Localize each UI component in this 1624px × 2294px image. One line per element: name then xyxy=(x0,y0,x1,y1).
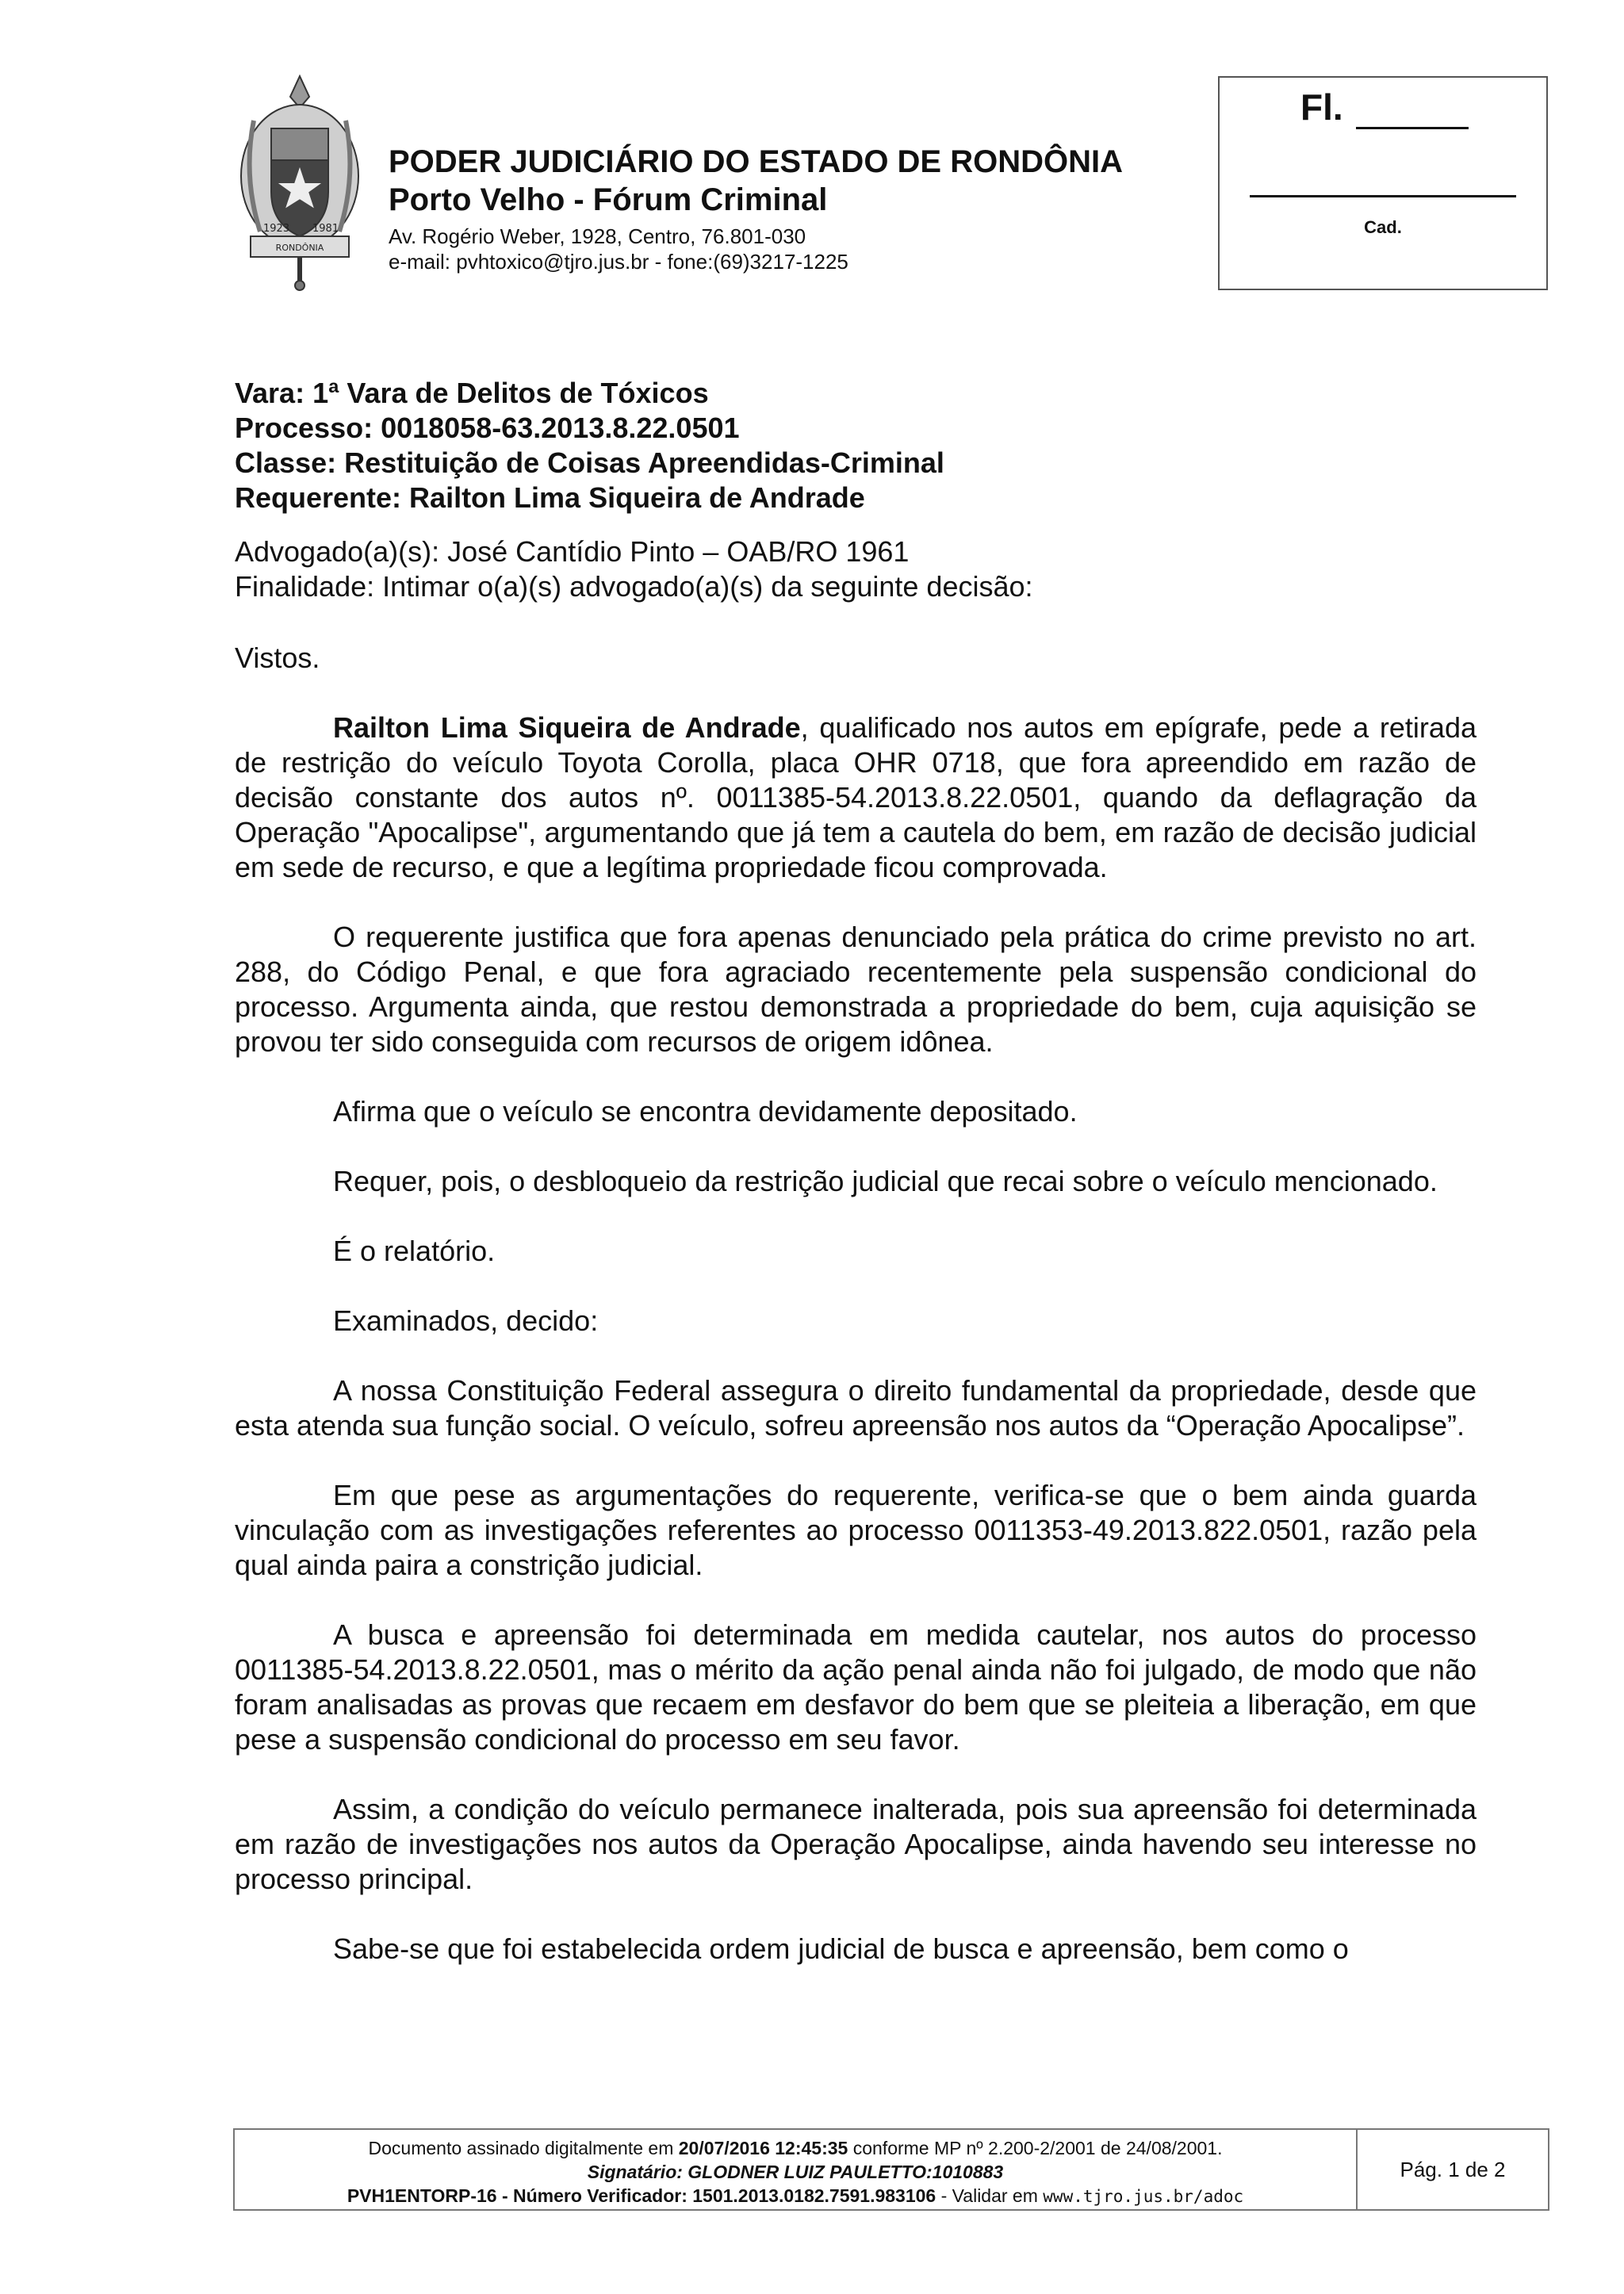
verifier-number: PVH1ENTORP-16 - Número Verificador: 1501.2013.0182.7591.983106 xyxy=(347,2185,936,2206)
signed-date: 20/07/2016 12:45:35 xyxy=(678,2138,848,2158)
case-vara: Vara: 1ª Vara de Delitos de Tóxicos xyxy=(235,377,709,409)
paragraph-1-text: , qualificado nos autos em epígrafe, pede a retirada de restrição do veículo Toyota Corolla, placa OHR 0718, que fora apreendido em razão de decisão constante dos autos nº. 0011385-54.2013.8.22.0501, quando da deflagração da Operação "Apocalipse", argumentando que já tem a cautela do bem, em razão de decisão judicial em sede de recurso, e que a legítima propriedade ficou comprovada. xyxy=(235,711,1477,883)
court-name: Porto Velho - Fórum Criminal xyxy=(389,182,828,217)
case-requerente: Requerente: Railton Lima Siqueira de Andrade xyxy=(235,481,865,514)
institution-name: PODER JUDICIÁRIO DO ESTADO DE RONDÔNIA xyxy=(389,144,1123,179)
paragraph-11: Sabe-se que foi estabelecida ordem judicial de busca e apreensão, bem como o xyxy=(333,1932,1349,1965)
cad-blank-line xyxy=(1250,195,1516,197)
paragraph-1 xyxy=(235,710,1477,885)
signed-suffix: conforme MP nº 2.200-2/2001 de 24/08/2001. xyxy=(848,2138,1223,2158)
decision-body xyxy=(235,641,1477,1967)
paragraph-9: A busca e apreensão foi determinada em medida cautelar, nos autos do processo 0011385-54.2013.8.22.0501, mas o mérito da ação penal ainda não foi julgado, de modo que não foram analisadas as provas que recaem em desfavor do bem que se pleiteia a liberação, em que pese a suspensão condicional do processo em seu favor. xyxy=(235,1618,1477,1756)
signatory: Signatário: GLODNER LUIZ PAULETTO:1010883 xyxy=(587,2162,1004,2182)
vistos: Vistos. xyxy=(235,641,320,674)
crest-year-left: 1923 xyxy=(263,223,290,235)
folio-blank-line xyxy=(1356,127,1469,129)
paragraph-4: Requer, pois, o desbloqueio da restrição judicial que recai sobre o veículo mencionado. xyxy=(333,1165,1438,1197)
crest-year-right: 1981 xyxy=(312,223,339,235)
validate-link[interactable]: www.tjro.jus.br/adoc xyxy=(1043,2187,1244,2206)
paragraph-2: O requerente justifica que fora apenas denunciado pela prática do crime previsto no art. 288, do Código Penal, e que fora agraciado recentemente pela suspensão condicional do processo. Argumenta ainda, que restou demonstrada a propriedade do bem, cuja aquisição se provou ter sido conseguida com recursos de origem idônea. xyxy=(235,921,1477,1058)
case-classe: Classe: Restituição de Coisas Apreendidas-Criminal xyxy=(235,446,944,479)
case-advogado: Advogado(a)(s): José Cantídio Pinto – OAB/RO 1961 xyxy=(235,535,910,568)
paragraph-3: Afirma que o veículo se encontra devidamente depositado. xyxy=(333,1095,1078,1128)
requerente-name: Railton Lima Siqueira de Andrade xyxy=(333,711,801,744)
court-address: Av. Rogério Weber, 1928, Centro, 76.801-030 xyxy=(389,224,806,248)
case-finalidade: Finalidade: Intimar o(a)(s) advogado(a)(s) da seguinte decisão: xyxy=(235,570,1033,603)
case-info xyxy=(235,376,1472,604)
coat-of-arms-logo xyxy=(236,73,363,292)
paragraph-7: A nossa Constituição Federal assegura o direito fundamental da propriedade, desde que esta atenda sua função social. O veículo, sofreu apreensão nos autos da “Operação Apocalipse”. xyxy=(235,1374,1477,1442)
case-processo: Processo: 0018058-63.2013.8.22.0501 xyxy=(235,412,740,444)
cad-label: Cad. xyxy=(1364,217,1402,237)
paragraph-8: Em que pese as argumentações do requerente, verifica-se que o bem ainda guarda vinculação com as investigações referentes ao processo 0011353-49.2013.822.0501, razão pela qual ainda paira a constrição judicial. xyxy=(235,1479,1477,1581)
paragraph-10: Assim, a condição do veículo permanece inalterada, pois sua apreensão foi determinada em razão de investigações nos autos da Operação Apocalipse, ainda havendo seu interesse no processo principal. xyxy=(235,1793,1477,1895)
signature-footer xyxy=(233,2128,1549,2211)
signature-info xyxy=(235,2130,1358,2209)
paragraph-5: É o relatório. xyxy=(333,1235,496,1267)
crest-banner: RONDÔNIA xyxy=(275,243,324,253)
letterhead xyxy=(389,143,1182,274)
paragraph-6: Examinados, decido: xyxy=(333,1304,599,1337)
signed-prefix: Documento assinado digitalmente em xyxy=(368,2138,679,2158)
court-contact: e-mail: pvhtoxico@tjro.jus.br - fone:(69)3217-1225 xyxy=(389,250,848,274)
folio-label: Fl. xyxy=(1300,86,1343,128)
page-number: Pág. 1 de 2 xyxy=(1400,2157,1506,2181)
validate-prefix: - Validar em xyxy=(936,2185,1044,2206)
folio-box xyxy=(1218,76,1548,290)
